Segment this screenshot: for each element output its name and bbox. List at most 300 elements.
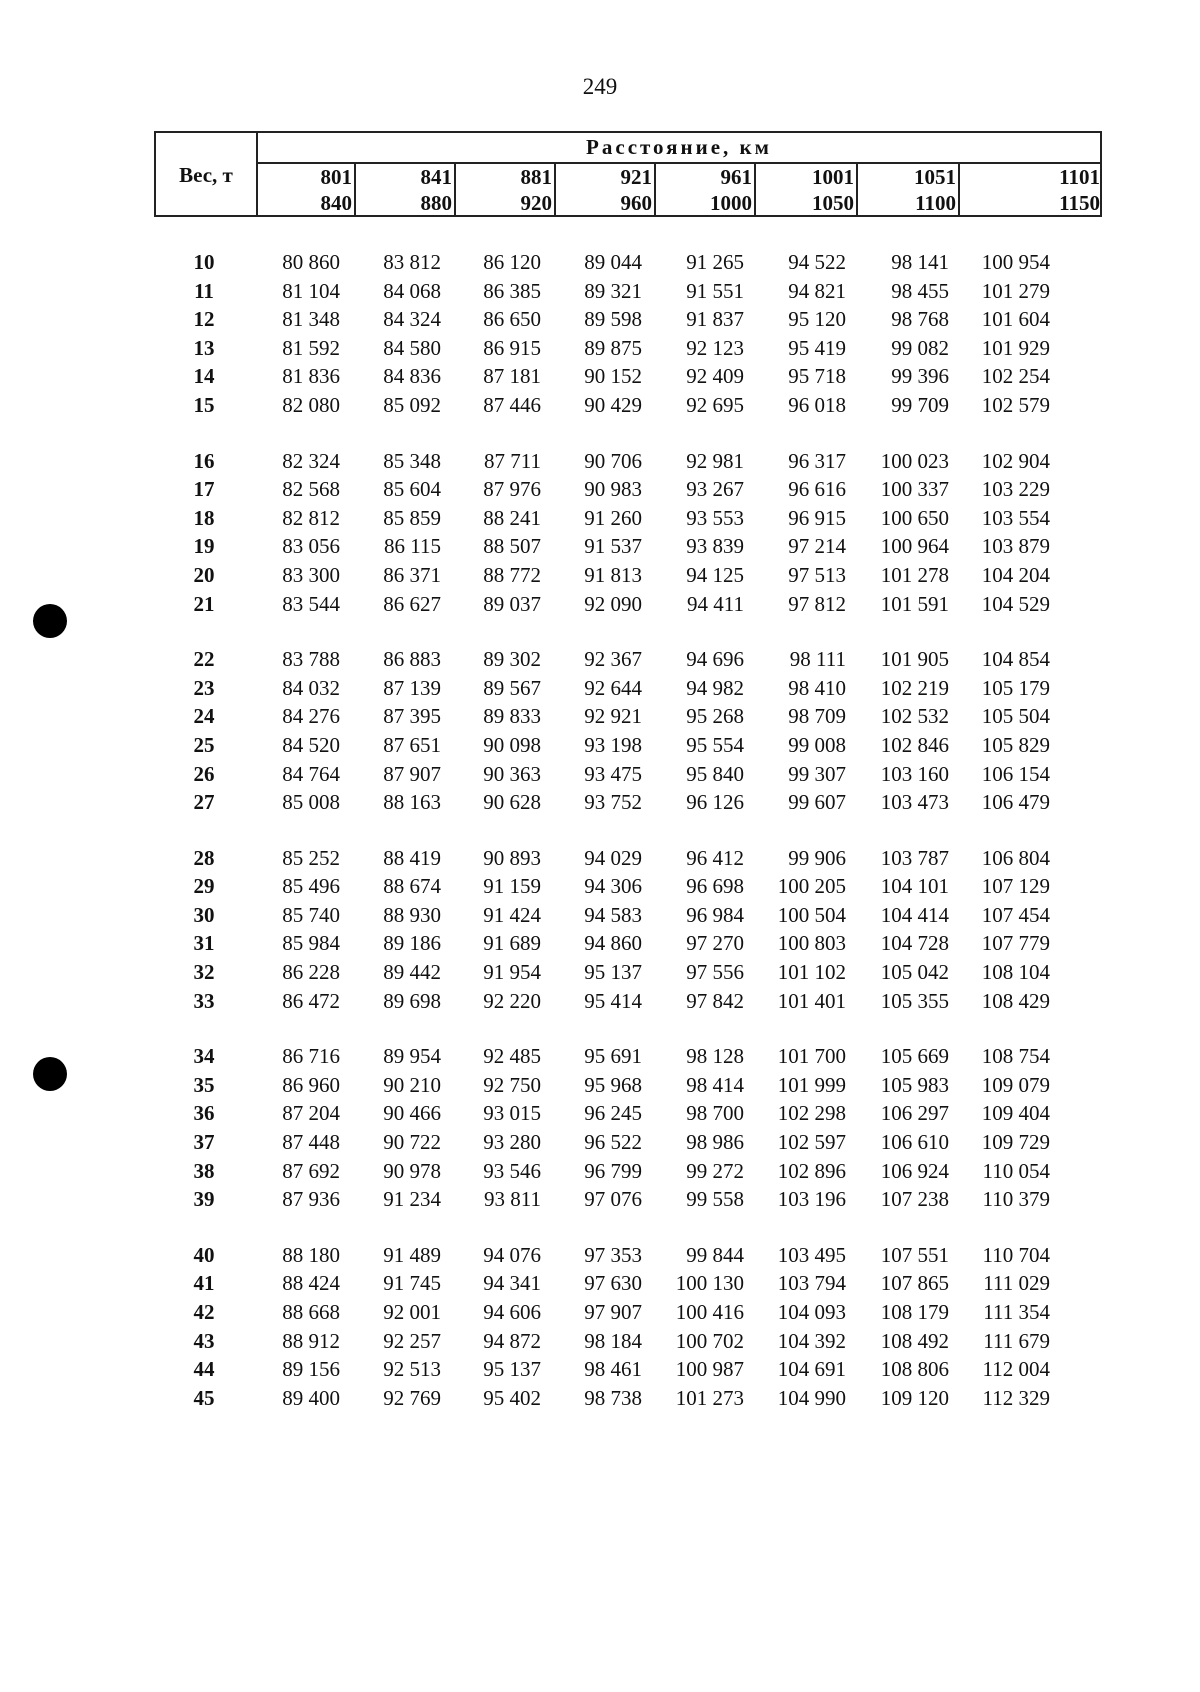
price-cell: 92 750 xyxy=(483,1072,541,1097)
price-cell: 106 804 xyxy=(981,845,1050,870)
price-cell: 94 821 xyxy=(788,278,846,303)
weight-cell: 38 xyxy=(193,1158,215,1183)
price-cell: 91 260 xyxy=(584,505,642,530)
range-to: 920 xyxy=(520,191,552,215)
price-cell: 92 921 xyxy=(584,704,642,729)
price-cell: 100 987 xyxy=(675,1357,744,1382)
weight-cell: 33 xyxy=(193,988,215,1013)
range-from: 841 xyxy=(420,165,452,189)
price-cell: 112 329 xyxy=(982,1385,1050,1410)
price-cell: 82 812 xyxy=(282,505,340,530)
price-cell: 100 702 xyxy=(675,1328,744,1353)
price-cell: 102 904 xyxy=(981,448,1050,473)
weight-cell: 42 xyxy=(193,1300,215,1324)
price-cell: 87 181 xyxy=(483,364,541,389)
price-cell: 92 981 xyxy=(686,448,744,473)
price-cell: 109 404 xyxy=(981,1101,1050,1126)
price-cell: 97 812 xyxy=(788,591,846,616)
price-cell: 89 954 xyxy=(383,1044,441,1069)
price-cell: 81 592 xyxy=(282,335,340,360)
punch-hole xyxy=(33,1057,67,1091)
range-to: 1100 xyxy=(915,191,956,215)
table-row xyxy=(154,872,1102,901)
price-cell: 98 455 xyxy=(891,278,949,303)
price-cell: 97 630 xyxy=(584,1271,642,1296)
price-cell: 87 711 xyxy=(484,448,541,473)
price-cell: 96 317 xyxy=(788,448,846,473)
table-row xyxy=(154,248,1102,277)
table-row xyxy=(154,532,1102,561)
weight-cell: 13 xyxy=(193,335,215,360)
table-row xyxy=(154,760,1102,789)
price-cell: 105 042 xyxy=(880,960,949,985)
price-cell: 86 716 xyxy=(282,1044,340,1069)
table-row xyxy=(154,901,1102,930)
table-row xyxy=(154,362,1102,391)
price-cell: 94 982 xyxy=(686,675,744,700)
price-cell: 87 692 xyxy=(282,1158,340,1183)
weight-cell: 29 xyxy=(193,874,215,899)
weight-cell: 25 xyxy=(193,732,215,757)
price-cell: 83 544 xyxy=(282,591,340,616)
price-cell: 91 489 xyxy=(383,1242,441,1267)
price-cell: 99 607 xyxy=(788,790,846,815)
price-cell: 94 860 xyxy=(584,931,642,956)
price-cell: 101 929 xyxy=(981,335,1050,360)
table-row xyxy=(154,1298,1102,1327)
price-cell: 90 978 xyxy=(383,1158,441,1183)
price-cell: 105 669 xyxy=(880,1044,949,1069)
price-cell: 96 245 xyxy=(584,1101,642,1126)
weight-cell: 41 xyxy=(193,1271,215,1296)
price-cell: 101 278 xyxy=(880,562,949,587)
price-cell: 85 348 xyxy=(383,448,441,473)
price-cell: 100 964 xyxy=(880,534,949,559)
price-cell: 103 229 xyxy=(981,477,1050,502)
range-to: 1050 xyxy=(812,191,854,215)
price-cell: 87 395 xyxy=(383,704,441,729)
price-cell: 100 023 xyxy=(880,448,949,473)
price-cell: 91 813 xyxy=(584,562,642,587)
price-cell: 100 337 xyxy=(880,477,949,502)
price-cell: 93 198 xyxy=(584,732,642,757)
table-row xyxy=(154,475,1102,504)
price-cell: 87 976 xyxy=(483,477,541,502)
price-cell: 95 691 xyxy=(584,1044,642,1069)
price-cell: 99 307 xyxy=(788,761,846,786)
price-cell: 84 068 xyxy=(383,278,441,303)
price-cell: 101 273 xyxy=(675,1385,744,1410)
price-cell: 96 799 xyxy=(584,1158,642,1183)
price-cell: 89 567 xyxy=(483,675,541,700)
price-cell: 108 754 xyxy=(981,1044,1050,1069)
price-cell: 104 854 xyxy=(981,647,1050,672)
price-cell: 84 520 xyxy=(282,732,340,757)
price-cell: 93 752 xyxy=(584,790,642,815)
price-cell: 99 396 xyxy=(891,364,949,389)
weight-cell: 34 xyxy=(193,1044,215,1069)
price-cell: 111 354 xyxy=(983,1300,1050,1324)
weight-cell: 11 xyxy=(194,278,214,303)
price-cell: 93 546 xyxy=(483,1158,541,1183)
weight-cell: 32 xyxy=(193,960,215,985)
table-row xyxy=(154,1157,1102,1186)
table-row xyxy=(154,504,1102,533)
weight-cell: 16 xyxy=(193,448,215,473)
distance-range-header xyxy=(658,164,756,217)
price-cell: 94 522 xyxy=(788,250,846,274)
price-cell: 94 306 xyxy=(584,874,642,899)
price-cell: 92 695 xyxy=(686,392,744,417)
price-cell: 85 984 xyxy=(282,931,340,956)
price-cell: 93 015 xyxy=(483,1101,541,1126)
price-cell: 88 668 xyxy=(282,1300,340,1324)
price-cell: 91 745 xyxy=(383,1271,441,1296)
distance-range-header xyxy=(558,164,656,217)
table-row xyxy=(154,788,1102,817)
price-cell: 88 674 xyxy=(383,874,441,899)
price-cell: 101 905 xyxy=(880,647,949,672)
price-cell: 92 090 xyxy=(584,591,642,616)
price-cell: 90 893 xyxy=(483,845,541,870)
weight-cell: 39 xyxy=(193,1187,215,1212)
price-cell: 106 479 xyxy=(981,790,1050,815)
price-cell: 86 120 xyxy=(483,250,541,274)
range-to: 880 xyxy=(420,191,452,215)
price-cell: 90 466 xyxy=(383,1101,441,1126)
price-cell: 102 532 xyxy=(880,704,949,729)
price-cell: 88 507 xyxy=(483,534,541,559)
price-cell: 101 279 xyxy=(981,278,1050,303)
price-cell: 89 156 xyxy=(282,1357,340,1382)
price-cell: 97 353 xyxy=(584,1242,642,1267)
price-cell: 96 616 xyxy=(788,477,846,502)
price-cell: 97 270 xyxy=(686,931,744,956)
price-cell: 91 159 xyxy=(483,874,541,899)
range-to: 1150 xyxy=(1059,191,1100,215)
price-cell: 102 597 xyxy=(777,1130,846,1155)
price-cell: 91 954 xyxy=(483,960,541,985)
price-cell: 103 495 xyxy=(777,1242,846,1267)
price-cell: 107 238 xyxy=(880,1187,949,1212)
weight-cell: 26 xyxy=(193,761,215,786)
price-cell: 112 004 xyxy=(982,1357,1050,1382)
table-row xyxy=(154,1128,1102,1157)
price-cell: 95 137 xyxy=(483,1357,541,1382)
price-cell: 85 740 xyxy=(282,902,340,927)
price-cell: 106 924 xyxy=(880,1158,949,1183)
price-cell: 102 579 xyxy=(981,392,1050,417)
price-cell: 86 650 xyxy=(483,307,541,332)
price-cell: 81 836 xyxy=(282,364,340,389)
price-cell: 95 137 xyxy=(584,960,642,985)
table-row xyxy=(154,702,1102,731)
price-cell: 85 252 xyxy=(282,845,340,870)
price-cell: 90 363 xyxy=(483,761,541,786)
table-row xyxy=(154,844,1102,873)
price-cell: 98 738 xyxy=(584,1385,642,1410)
price-cell: 82 568 xyxy=(282,477,340,502)
price-cell: 90 722 xyxy=(383,1130,441,1155)
table-row xyxy=(154,447,1102,476)
price-cell: 92 644 xyxy=(584,675,642,700)
distance-range-header xyxy=(860,164,960,217)
price-cell: 93 811 xyxy=(484,1187,541,1212)
range-from: 1051 xyxy=(914,165,956,189)
price-cell: 99 709 xyxy=(891,392,949,417)
price-cell: 95 419 xyxy=(788,335,846,360)
price-cell: 92 123 xyxy=(686,335,744,360)
table-row xyxy=(154,561,1102,590)
range-from: 1001 xyxy=(812,165,854,189)
price-cell: 88 163 xyxy=(383,790,441,815)
table-header xyxy=(154,131,1102,217)
price-cell: 111 679 xyxy=(983,1328,1050,1353)
weight-cell: 20 xyxy=(193,562,215,587)
weight-cell: 10 xyxy=(193,250,215,274)
price-cell: 98 141 xyxy=(891,250,949,274)
tariff-table xyxy=(154,248,1102,1412)
price-cell: 85 496 xyxy=(282,874,340,899)
weight-cell: 18 xyxy=(193,505,215,530)
weight-cell: 15 xyxy=(193,392,215,417)
price-cell: 103 473 xyxy=(880,790,949,815)
price-cell: 96 984 xyxy=(686,902,744,927)
price-cell: 96 915 xyxy=(788,505,846,530)
price-cell: 98 184 xyxy=(584,1328,642,1353)
price-cell: 94 076 xyxy=(483,1242,541,1267)
price-cell: 100 416 xyxy=(675,1300,744,1324)
price-cell: 98 709 xyxy=(788,704,846,729)
weight-cell: 43 xyxy=(193,1328,215,1353)
price-cell: 87 446 xyxy=(483,392,541,417)
price-cell: 93 280 xyxy=(483,1130,541,1155)
weight-cell: 23 xyxy=(193,675,215,700)
distance-range-header xyxy=(258,164,356,217)
price-cell: 109 729 xyxy=(981,1130,1050,1155)
price-cell: 98 986 xyxy=(686,1130,744,1155)
price-cell: 89 044 xyxy=(584,250,642,274)
price-cell: 94 341 xyxy=(483,1271,541,1296)
price-cell: 103 787 xyxy=(880,845,949,870)
price-cell: 95 840 xyxy=(686,761,744,786)
price-cell: 106 154 xyxy=(981,761,1050,786)
price-cell: 104 728 xyxy=(880,931,949,956)
price-cell: 90 210 xyxy=(383,1072,441,1097)
price-cell: 91 265 xyxy=(686,250,744,274)
price-cell: 84 580 xyxy=(383,335,441,360)
table-row xyxy=(154,1241,1102,1270)
table-row xyxy=(154,929,1102,958)
price-cell: 111 029 xyxy=(983,1271,1050,1296)
price-cell: 94 411 xyxy=(687,591,744,616)
price-cell: 89 875 xyxy=(584,335,642,360)
price-cell: 107 551 xyxy=(880,1242,949,1267)
price-cell: 107 454 xyxy=(981,902,1050,927)
price-cell: 84 276 xyxy=(282,704,340,729)
weight-cell: 31 xyxy=(193,931,215,956)
price-cell: 96 126 xyxy=(686,790,744,815)
table-row xyxy=(154,391,1102,420)
price-cell: 91 837 xyxy=(686,307,744,332)
distance-range-header xyxy=(358,164,456,217)
range-from: 1101 xyxy=(1059,165,1100,189)
price-cell: 103 879 xyxy=(981,534,1050,559)
price-cell: 102 846 xyxy=(880,732,949,757)
price-cell: 88 424 xyxy=(282,1271,340,1296)
price-cell: 92 485 xyxy=(483,1044,541,1069)
weight-cell: 21 xyxy=(193,591,215,616)
price-cell: 89 302 xyxy=(483,647,541,672)
distance-range-header xyxy=(962,164,1102,217)
price-cell: 93 267 xyxy=(686,477,744,502)
price-cell: 98 461 xyxy=(584,1357,642,1382)
price-cell: 97 842 xyxy=(686,988,744,1013)
price-cell: 87 651 xyxy=(383,732,441,757)
weight-cell: 17 xyxy=(193,477,215,502)
price-cell: 107 865 xyxy=(880,1271,949,1296)
price-cell: 89 321 xyxy=(584,278,642,303)
table-row xyxy=(154,1269,1102,1298)
weight-cell: 37 xyxy=(193,1130,215,1155)
price-cell: 87 204 xyxy=(282,1101,340,1126)
price-cell: 103 160 xyxy=(880,761,949,786)
price-cell: 90 983 xyxy=(584,477,642,502)
price-cell: 108 492 xyxy=(880,1328,949,1353)
price-cell: 105 355 xyxy=(880,988,949,1013)
price-cell: 99 906 xyxy=(788,845,846,870)
price-cell: 90 429 xyxy=(584,392,642,417)
page-number: 249 xyxy=(582,74,618,99)
price-cell: 100 803 xyxy=(777,931,846,956)
price-cell: 100 954 xyxy=(981,250,1050,274)
table-row xyxy=(154,277,1102,306)
price-cell: 89 037 xyxy=(483,591,541,616)
price-cell: 107 129 xyxy=(981,874,1050,899)
price-cell: 82 080 xyxy=(282,392,340,417)
table-row xyxy=(154,1355,1102,1384)
price-cell: 89 186 xyxy=(383,931,441,956)
price-cell: 86 627 xyxy=(383,591,441,616)
table-row xyxy=(154,1327,1102,1356)
price-cell: 86 472 xyxy=(282,988,340,1013)
price-cell: 86 371 xyxy=(383,562,441,587)
weight-cell: 12 xyxy=(193,307,215,332)
price-cell: 100 504 xyxy=(777,902,846,927)
price-cell: 108 104 xyxy=(981,960,1050,985)
price-cell: 97 214 xyxy=(788,534,846,559)
table-row xyxy=(154,1099,1102,1128)
price-cell: 98 128 xyxy=(686,1044,744,1069)
price-cell: 104 204 xyxy=(981,562,1050,587)
price-cell: 87 448 xyxy=(282,1130,340,1155)
price-cell: 99 844 xyxy=(686,1242,744,1267)
weight-cell: 19 xyxy=(193,534,215,559)
price-cell: 104 414 xyxy=(880,902,949,927)
price-cell: 92 409 xyxy=(686,364,744,389)
price-cell: 85 859 xyxy=(383,505,441,530)
table-row xyxy=(154,674,1102,703)
price-cell: 104 392 xyxy=(777,1328,846,1353)
weight-cell: 14 xyxy=(193,364,215,389)
price-cell: 94 029 xyxy=(584,845,642,870)
price-cell: 106 610 xyxy=(880,1130,949,1155)
price-cell: 88 241 xyxy=(483,505,541,530)
price-cell: 85 092 xyxy=(383,392,441,417)
price-cell: 104 691 xyxy=(777,1357,846,1382)
price-cell: 101 102 xyxy=(777,960,846,985)
price-cell: 108 806 xyxy=(880,1357,949,1382)
price-cell: 87 907 xyxy=(383,761,441,786)
price-cell: 106 297 xyxy=(880,1101,949,1126)
price-cell: 101 591 xyxy=(880,591,949,616)
price-cell: 110 704 xyxy=(982,1242,1050,1267)
price-cell: 81 348 xyxy=(282,307,340,332)
price-cell: 102 298 xyxy=(777,1101,846,1126)
table-row xyxy=(154,1384,1102,1413)
weight-cell: 44 xyxy=(193,1357,215,1382)
price-cell: 80 860 xyxy=(282,250,340,274)
weight-cell: 35 xyxy=(193,1072,215,1097)
price-cell: 87 936 xyxy=(282,1187,340,1212)
weight-cell: 30 xyxy=(193,902,215,927)
price-cell: 89 598 xyxy=(584,307,642,332)
price-cell: 95 554 xyxy=(686,732,744,757)
price-cell: 88 930 xyxy=(383,902,441,927)
punch-hole xyxy=(33,604,67,638)
price-cell: 96 018 xyxy=(788,392,846,417)
price-cell: 90 098 xyxy=(483,732,541,757)
price-cell: 93 839 xyxy=(686,534,744,559)
price-cell: 85 604 xyxy=(383,477,441,502)
table-row xyxy=(154,987,1102,1016)
weight-cell: 22 xyxy=(193,647,215,672)
price-cell: 100 130 xyxy=(675,1271,744,1296)
price-cell: 109 079 xyxy=(981,1072,1050,1097)
price-cell: 94 696 xyxy=(686,647,744,672)
price-cell: 101 999 xyxy=(777,1072,846,1097)
price-cell: 101 401 xyxy=(777,988,846,1013)
price-cell: 95 414 xyxy=(584,988,642,1013)
weight-cell: 36 xyxy=(193,1101,215,1126)
price-cell: 103 794 xyxy=(777,1271,846,1296)
price-cell: 98 768 xyxy=(891,307,949,332)
price-cell: 94 606 xyxy=(483,1300,541,1324)
price-cell: 86 115 xyxy=(384,534,441,559)
price-cell: 88 180 xyxy=(282,1242,340,1267)
table-row xyxy=(154,1042,1102,1071)
weight-cell: 24 xyxy=(193,704,215,729)
price-cell: 99 272 xyxy=(686,1158,744,1183)
price-cell: 100 205 xyxy=(777,874,846,899)
distance-header: Расстояние, км xyxy=(258,135,1100,164)
range-from: 921 xyxy=(620,165,652,189)
price-cell: 99 082 xyxy=(891,335,949,360)
price-cell: 86 883 xyxy=(383,647,441,672)
price-cell: 105 179 xyxy=(981,675,1050,700)
price-cell: 92 513 xyxy=(383,1357,441,1382)
price-cell: 94 125 xyxy=(686,562,744,587)
price-cell: 91 689 xyxy=(483,931,541,956)
price-cell: 84 032 xyxy=(282,675,340,700)
price-cell: 95 120 xyxy=(788,307,846,332)
price-cell: 101 700 xyxy=(777,1044,846,1069)
table-row xyxy=(154,1071,1102,1100)
price-cell: 92 367 xyxy=(584,647,642,672)
price-cell: 107 779 xyxy=(981,931,1050,956)
weight-cell: 28 xyxy=(193,845,215,870)
price-cell: 93 475 xyxy=(584,761,642,786)
